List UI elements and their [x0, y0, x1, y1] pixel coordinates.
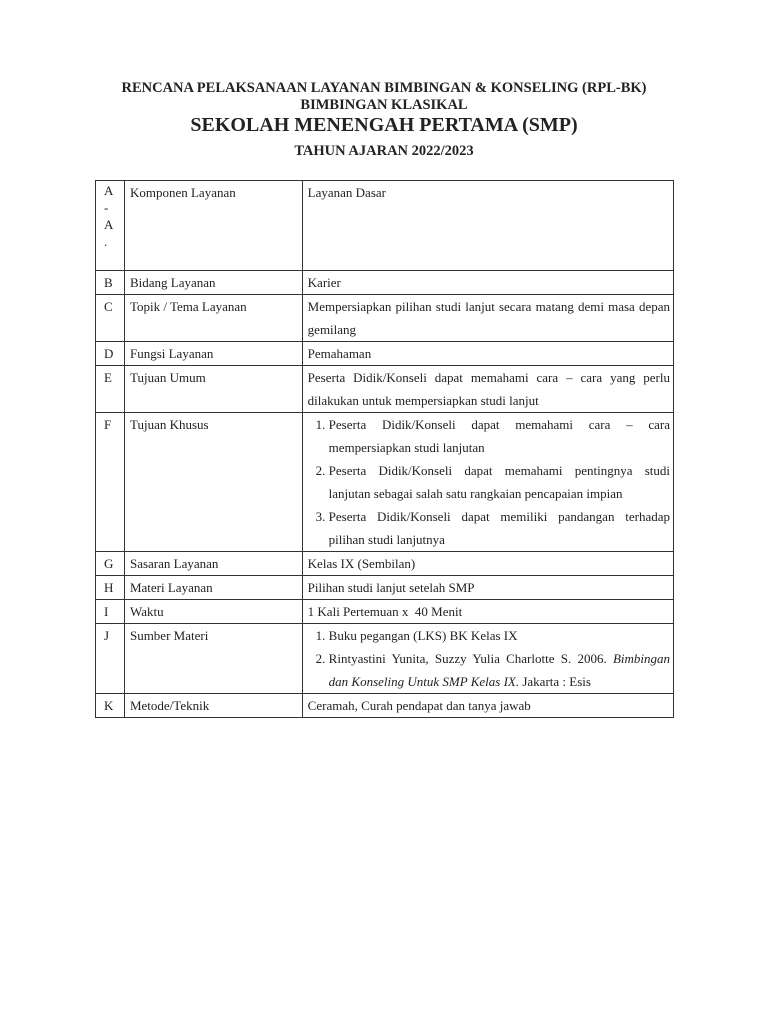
row-value: Kelas IX (Sembilan): [302, 552, 673, 576]
row-value: Karier: [302, 271, 673, 295]
row-label: Materi Layanan: [124, 576, 302, 600]
row-label: Tujuan Khusus: [124, 413, 302, 552]
row-label: Sumber Materi: [124, 624, 302, 694]
table-row-h: [96, 576, 674, 600]
row-letter: D: [96, 342, 125, 366]
row-letter: B: [96, 271, 125, 295]
academic-year: TAHUN AJARAN 2022/2023: [294, 143, 474, 159]
row-label: Sasaran Layanan: [124, 552, 302, 576]
row-letter: F: [96, 413, 125, 552]
row-value: Pemahaman: [302, 342, 673, 366]
list-item: 1. Buku pegangan (LKS) BK Kelas IX: [329, 624, 670, 647]
objectives-list: [308, 413, 670, 551]
row-label: Komponen Layanan: [124, 181, 302, 271]
table-row-b: [96, 271, 674, 295]
row-letter: I: [96, 600, 125, 624]
list-item: 2. Peserta Didik/Konseli dapat memahami pentingnya studi lanjutan sebagai salah satu rangkaian pencapaian impian: [329, 459, 670, 505]
row-value: Pilihan studi lanjut setelah SMP: [302, 576, 673, 600]
row-value: 1 Kali Pertemuan x 40 Menit: [302, 600, 673, 624]
list-item: 2. Rintyastini Yunita, Suzzy Yulia Charlotte S. 2006. Bimbingan dan Konseling Untuk SMP Kelas IX. Jakarta : Esis: [329, 647, 670, 693]
row-value: Peserta Didik/Konseli dapat memahami cara – cara yang perlu dilakukan untuk mempersiapkan studi lanjut: [302, 366, 673, 413]
row-value: [302, 413, 673, 552]
row-value: [302, 624, 673, 694]
table-row-j: [96, 624, 674, 694]
row-letter: G: [96, 552, 125, 576]
table-row-f: [96, 413, 674, 552]
row-letter: E: [96, 366, 125, 413]
document-subtitle: BIMBINGAN KLASIKAL: [300, 97, 468, 113]
row-label: Metode/Teknik: [124, 694, 302, 718]
row-value: Mempersiapkan pilihan studi lanjut secara matang demi masa depan gemilang: [302, 295, 673, 342]
table-row-e: [96, 366, 674, 413]
list-item: 1. Peserta Didik/Konseli dapat memahami cara – cara mempersiapkan studi lanjutan: [329, 413, 670, 459]
row-label: Tujuan Umum: [124, 366, 302, 413]
row-label: Waktu: [124, 600, 302, 624]
list-item: 3. Peserta Didik/Konseli dapat memiliki pandangan terhadap pilihan studi lanjutnya: [329, 505, 670, 551]
row-letter: J: [96, 624, 125, 694]
table-row-a: [96, 181, 674, 271]
school-name: SEKOLAH MENENGAH PERTAMA (SMP): [190, 114, 578, 136]
row-value: Ceramah, Curah pendapat dan tanya jawab: [302, 694, 673, 718]
rpl-bk-table: [95, 180, 674, 718]
row-label: Bidang Layanan: [124, 271, 302, 295]
sources-list: [308, 624, 670, 693]
row-letter: H: [96, 576, 125, 600]
row-letter: C: [96, 295, 125, 342]
document-title: RENCANA PELAKSANAAN LAYANAN BIMBINGAN & KONSELING (RPL-BK): [121, 80, 647, 96]
table-row-i: [96, 600, 674, 624]
row-value: Layanan Dasar: [302, 181, 673, 271]
row-label: Topik / Tema Layanan: [124, 295, 302, 342]
row-letter: A - A .: [96, 181, 125, 271]
table-row-d: [96, 342, 674, 366]
table-row-k: [96, 694, 674, 718]
table-row-c: [96, 295, 674, 342]
row-label: Fungsi Layanan: [124, 342, 302, 366]
table-row-g: [96, 552, 674, 576]
row-letter: K: [96, 694, 125, 718]
